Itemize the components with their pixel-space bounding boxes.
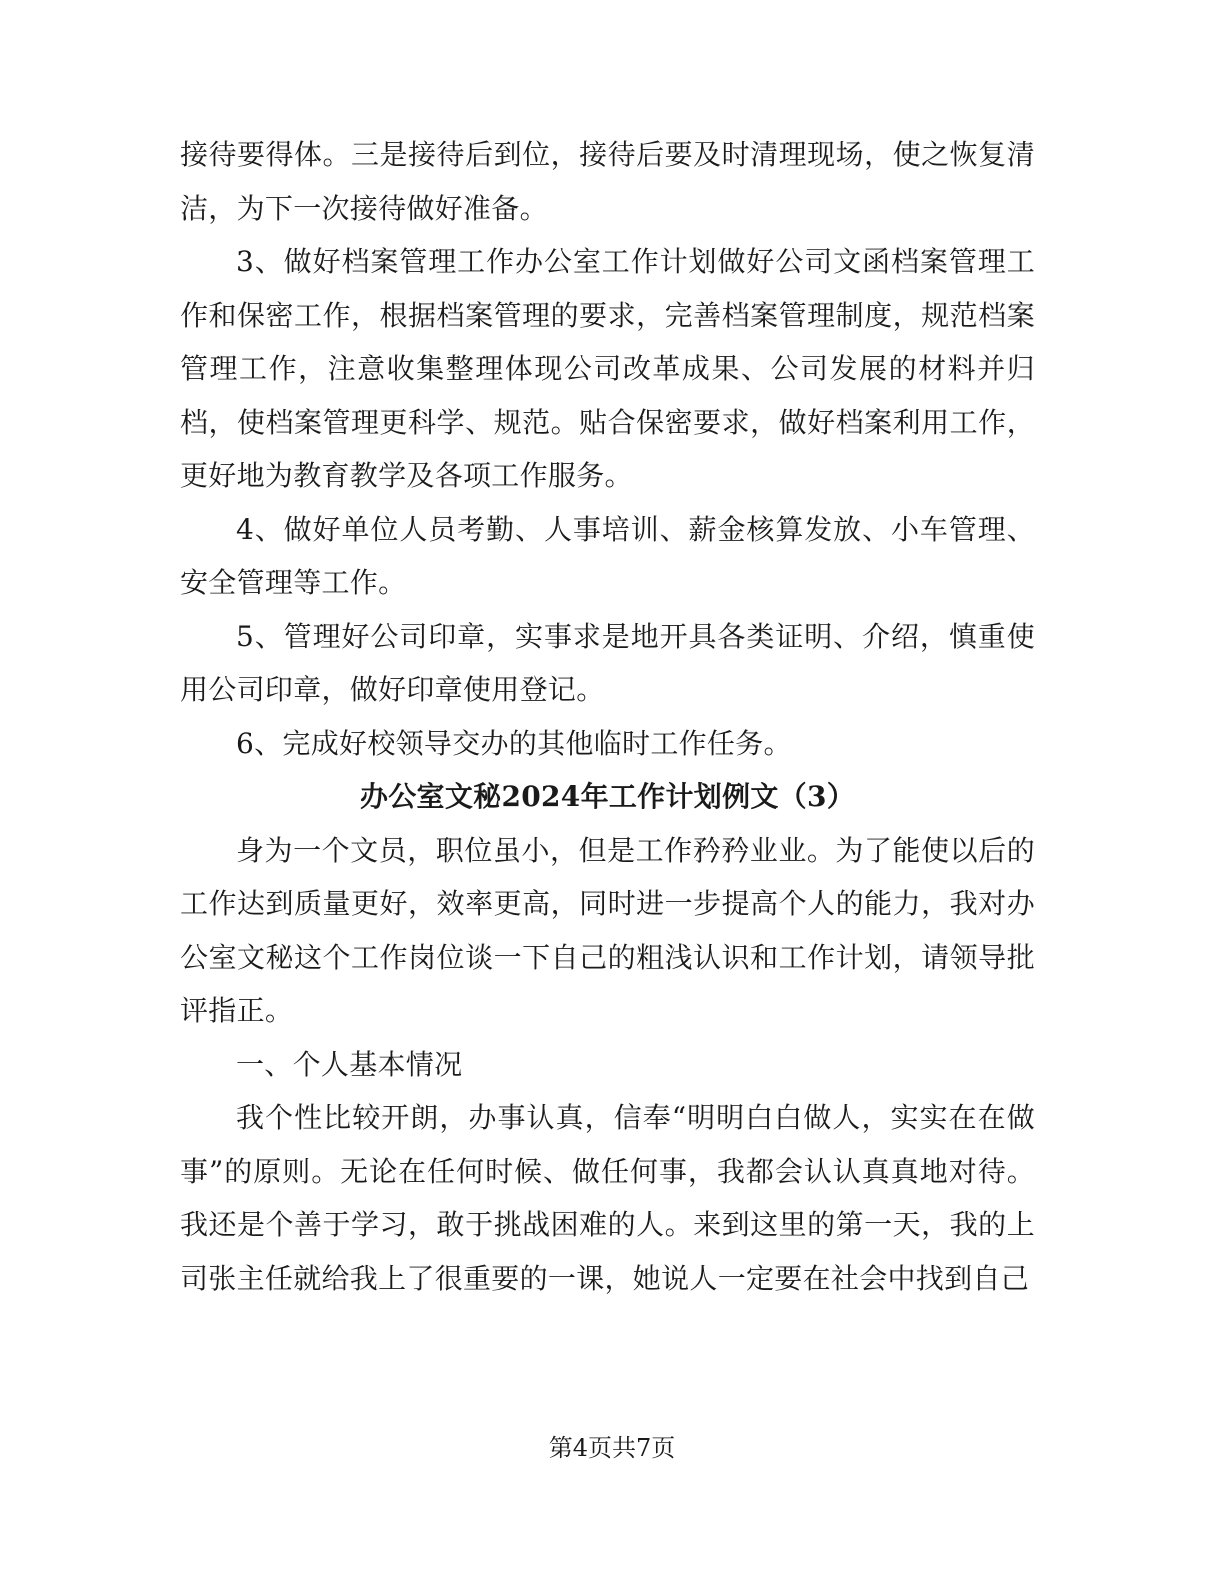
paragraph-continuation: 接待要得体。三是接待后到位，接待后要及时清理现场，使之恢复清洁，为下一次接待做好准备。 [180,138,1035,225]
paragraph-item-4: 4、做好单位人员考勤、人事培训、薪金核算发放、小车管理、安全管理等工作。 [180,512,1035,599]
paragraph-item-5: 5、管理好公司印章，实事求是地开具各类证明、介绍，慎重使用公司印章，做好印章使用登记。 [180,619,1035,706]
page-number-footer: 第4页共7页 [548,1434,676,1462]
paragraph-intro: 身为一个文员，职位虽小，但是工作矜矜业业。为了能使以后的工作达到质量更好，效率更高，同时进一步提高个人的能力，我对办公室文秘这个工作岗位谈一下自己的粗浅认识和工作计划，请领导批评指正。 [180,833,1035,1027]
paragraph-personal-info: 我个性比较开朗，办事认真，信奉“明明白白做人，实实在在做事”的原则。无论在任何时候、做任何事，我都会认认真真地对待。我还是个善于学习，敢于挑战困难的人。来到这里的第一天，我的上司张主任就给我上了很重要的一课，她说人一定要在社会中找到自己 [180,1101,1035,1295]
section-title: 办公室文秘2024年工作计划例文（3） [359,780,856,813]
subheading-personal-info: 一、个人基本情况 [236,1047,463,1081]
paragraph-item-6: 6、完成好校领导交办的其他临时工作任务。 [236,726,792,760]
document-body [180,128,1035,1305]
paragraph-item-3: 3、做好档案管理工作办公室工作计划做好公司文函档案管理工作和保密工作，根据档案管理的要求，完善档案管理制度，规范档案管理工作，注意收集整理体现公司改革成果、公司发展的材料并归档，使档案管理更科学、规范。贴合保密要求，做好档案利用工作，更好地为教育教学及各项工作服务。 [180,245,1035,492]
